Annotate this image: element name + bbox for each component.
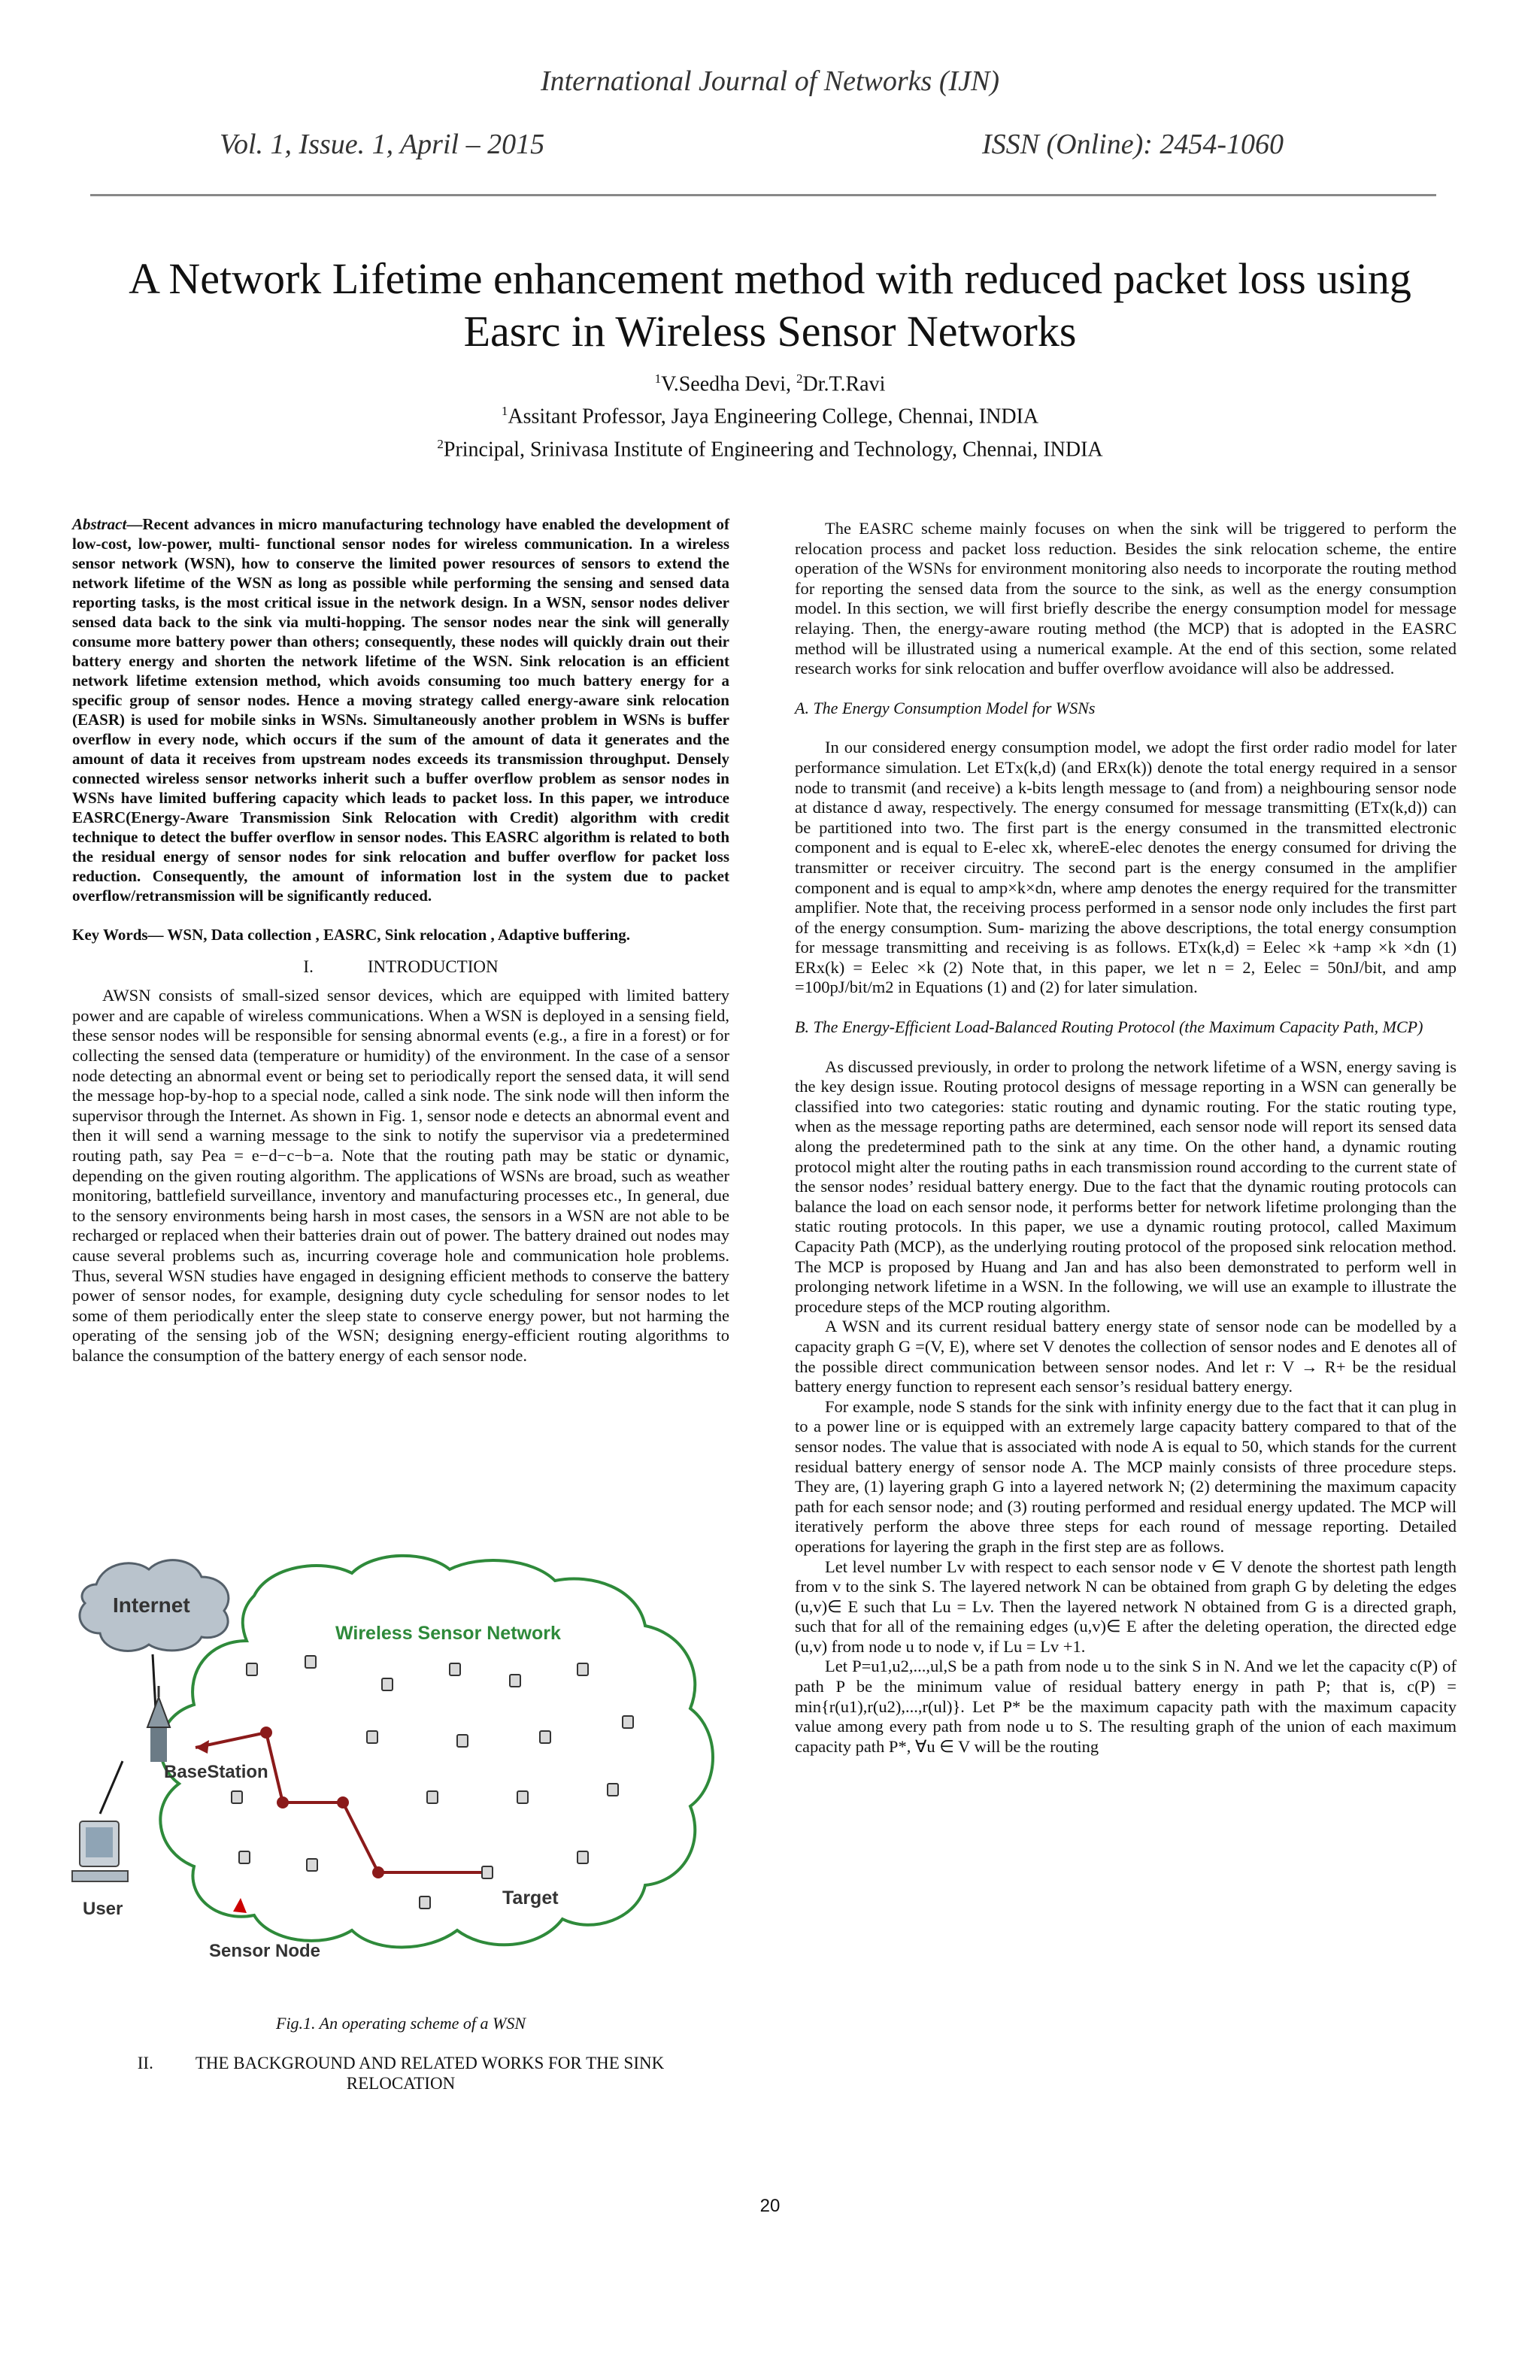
paragraph-easrc: The EASRC scheme mainly focuses on when the sink will be triggered to perform the relocation process and packet loss reduction. Besides the sink relocation scheme, the entire operation of the WSNs for environment monitoring also needs to incorporate the routing method for reporting the sensed data from the source to the sink, as well as the energy consumption model. In this section, we will first briefly describe the energy consumption model for message relaying. Then, the energy-aware routing method (the MCP) that is adopted in the EASRC method will be illustrated using a numerical example. At the end of this section, some related research works for sink relocation and buffer overflow avoidance will also be addressed. xyxy=(795,519,1457,678)
right-column xyxy=(795,519,1457,1757)
user-computer-icon xyxy=(72,1821,128,1881)
issn-info: ISSN (Online): 2454-1060 xyxy=(982,129,1284,160)
wsn-label: Wireless Sensor Network xyxy=(335,1623,561,1644)
page-number: 20 xyxy=(759,2196,781,2216)
paragraph-routing: As discussed previously, in order to prolong the network lifetime of a WSN, energy saving is the key design issue. Routing protocol designs of message reporting in a WSN can generally be classified into two categories: static routing and dynamic routing. For the static routing type, when as the message reporting paths are determined, each sensor node will report its sensed data along the predetermined path to the sink at any time. On the other hand, a dynamic routing protocol might alter the routing paths in each transmission round according to the current state of the sensor nodes’ residual battery energy. Due to the fact that the dynamic routing protocols can balance the load on each sensor node, it performs better for network lifetime prolonging than the static routing protocols. In this paper, we use a dynamic routing protocol, called Maximum Capacity Path (MCP), as the underlying routing protocol of the proposed sink relocation method. The MCP is proposed by Huang and Jan and has also been demonstrated to perform well in prolonging network lifetime in a WSN. In the following, we will use an example to illustrate the procedure steps of the MCP routing algorithm. xyxy=(795,1057,1457,1316)
paragraph-energy-model: In our considered energy consumption model, we adopt the first order radio model for later performance simulation. Let ETx(k,d) (and ERx(k)) denote the total energy required in a sensor node to transmit (and receive) a k-bits length message to (and from) a neighbouring sensor node at distance d away, respectively. The energy consumed for message transmitting (ETx(k,d)) can be partitioned into two. The first part is the energy consumed in the transmitted electronic component and is equal to E-elec xk, whereE-elec denotes the energy consumed for driving the transmitter or receiver circuitry. The second part is the energy consumed in the amplifier component and is equal to amp×k×dn, where amp denotes the energy required for the transmitter amplifier. Note that, the receiving process performed in a sensor node only includes the first part of the energy consumption. Sum- marizing the above descriptions, the total energy consumption for message transmitting and receiving is as follows. ETx(k,d) = Eelec ×k +amp ×k ×dn (1) ERx(k) = Eelec ×k (2) Note that, in this paper, we let n = 2, Eelec = 50nJ/bit, and amp =100pJ/bit/m2 in Equations (1) and (2) for later simulation. xyxy=(795,738,1457,997)
section-1-heading: I. INTRODUCTION xyxy=(303,957,499,976)
subsection-a-heading: A. The Energy Consumption Model for WSNs xyxy=(795,698,1096,717)
basestation-label: BaseStation xyxy=(164,1762,268,1782)
subsection-b-heading: B. The Energy-Efficient Load-Balanced Routing Protocol (the Maximum Capacity Path, MCP) xyxy=(795,1017,1423,1037)
paragraph-capacity-path: Let P=u1,u2,...,ul,S be a path from node u to the sink S in N. And we let the capacity c(P) of path P be the minimum value of residual battery energy in path P; that is, c(P) = min{r(u1),r(u2),...,r(ul)}. Let P* be the maximum capacity path with the maximum capacity value among every path from node u to S. The resulting graph of the union of each maximum capacity path P*, ∀u ∈ V will be the routing xyxy=(795,1657,1457,1756)
author-block xyxy=(0,365,1540,463)
basestation-icon xyxy=(147,1686,170,1762)
intro-paragraph: AWSN consists of small-sized sensor devices, which are equipped with limited battery power and are capable of wireless communications. When a WSN is deployed in a sensing field, these sensor nodes will be responsible for sensing abnormal events (e.g., a fire in a forest) or for collecting the sensed data (temperature or humidity) of the environment. In the case of a sensor node detecting an abnormal event or being set to periodically report the sensed data, it will send the message hop-by-hop to a special node, called a sink node. The sink node will then inform the supervisor through the Internet. As shown in Fig. 1, sensor node e detects an abnormal event and then it will send a warning message to the sink to notify the supervisor via a predetermined routing path, say Pea = e−d−c−b−a. Note that the routing path may be static or dynamic, depending on the given routing algorithm. The applications of WSNs are broad, such as weather monitoring, battlefield surveillance, inventory and manufacturing processes etc., In general, due to the sensory environments being harsh in most cases, the sensors in a WSN are not able to be recharged or replaced when their batteries drain out of power. The battery drained out nodes may cause several problems such as, incurring coverage hole and communication hole problems. Thus, several WSN studies have engaged in designing efficient methods to conserve the battery power of sensor nodes, for example, designing duty cycle scheduling for sensor nodes to let some of them periodically enter the sleep state to conserve energy power, but not harming the operating of the sensing job of the WSN; designing energy-efficient routing algorithms to balance the consumption of the battery energy of each sensor node. xyxy=(72,986,729,1365)
affiliation-1: $^1$Assitant Professor, Jaya Engineering College, Chennai, INDIA xyxy=(501,404,1039,429)
author-names: $^1$V.Seedha Devi, $^2$Dr.T.Ravi xyxy=(654,371,886,396)
target-node xyxy=(482,1866,493,1878)
section-2-heading: II. THE BACKGROUND AND RELATED WORKS FOR THE SINK RELOCATION xyxy=(137,2054,665,2093)
affiliation-2: $^2$Principal, Srinivasa Institute of Engineering and Technology, Chennai, INDIA xyxy=(437,436,1103,461)
paragraph-example: For example, node S stands for the sink with infinity energy due to the fact that it can plug in to a power line or is equipped with an extremely large capacity battery compared to that of the sensor nodes. The value that is associated with node A is equal to 50, which stands for the current residual battery energy of sensor node A. The MCP mainly consists of three procedure steps. They are, (1) layering graph G into a layered network N; (2) determining the maximum capacity path for each sensor node; and (3) routing performed and residual energy updated. The MCP will iteratively perform the above three steps for each round of message reporting. Detailed operations for layering the graph in the first step are as follows. xyxy=(795,1396,1457,1556)
header-rule xyxy=(90,194,1436,196)
paper-title: A Network Lifetime enhancement method with reduced packet loss using Easrc in Wireless Sensor Networks xyxy=(129,254,1411,356)
internet-label: Internet xyxy=(113,1593,190,1617)
journal-name: International Journal of Networks (IJN) xyxy=(540,65,1000,97)
figure-caption: Fig.1. An operating scheme of a WSN xyxy=(276,2014,526,2033)
paragraph-capacity-graph: A WSN and its current residual battery energy state of sensor node can be modelled by a capacity graph G =(V, E), where set V denotes the collection of sensor nodes and E denotes all of the possible direct communication between sensor nodes. And let r: V → R+ be the residual battery energy function to represent each sensor’s residual battery energy. xyxy=(795,1317,1457,1396)
volume-info: Vol. 1, Issue. 1, April – 2015 xyxy=(220,129,545,160)
target-label: Target xyxy=(502,1887,559,1909)
user-link xyxy=(100,1761,123,1814)
keywords: Key Words— WSN, Data collection , EASRC, Sink relocation , Adaptive buffering. xyxy=(72,926,631,944)
left-column xyxy=(72,514,729,1366)
user-label: User xyxy=(83,1899,123,1919)
cloud-shape xyxy=(160,1556,713,1948)
abstract: Abstract—Recent advances in micro manufacturing technology have enabled the development of low-cost, low-power, multi- functional sensor nodes for wireless communication. In a wireless sensor network (WSN), how to conserve the limited power resources of sensors to extend the network lifetime of the WSN as long as possible while performing the sensing and sensed data reporting tasks, is the most critical issue in the network design. In a WSN, sensor nodes deliver sensed data back to the sink via multi-hopping. The sensor nodes near the sink will generally consume more battery power than others; consequently, these nodes will quickly drain out their battery energy and shorten the network lifetime of the WSN. Sink relocation is an efficient network lifetime extension method, which avoids consuming too much battery energy for a specific group of sensor nodes. Hence a moving strategy called energy-aware sink relocation (EASR) is used for mobile sinks in WSNs. Simultaneously another problem in WSNs is buffer overflow in every node, which occurs if the sum of the amount of data it generates and the amount of data it receives from upstream nodes exceeds its transmission throughput. Densely connected wireless sensor networks inherit such a buffer overflow problem as sensor nodes in WSNs have limited buffering capacity which leads to packet loss. In this paper, we introduce EASRC(Energy-Aware Transmission Sink Relocation with Credit) algorithm with credit technique to detect the buffer overflow in sensor nodes. This EASRC algorithm is related to both the residual energy of sensor nodes for sink relocation and buffer overflow for packet loss reduction. Consequently, the amount of information lost in the system due to packet overflow/retransmission will be significantly reduced. xyxy=(72,515,729,905)
sensor-node-label: Sensor Node xyxy=(209,1941,321,1961)
wsn-figure xyxy=(66,1543,728,1987)
paragraph-layered-network: Let level number Lv with respect to each sensor node v ∈ V denote the shortest path length from v to the sink S. The layered network N can be obtained from graph G by deleting the edges (u,v)∈ E such that Lu = Lv. Then the layered network N obtained from G is a directed graph, such that for all of the remaining edges (u,v)∈ E after the deleting operation, the directed edge (u,v) from node u to node v, if Lu = Lv +1. xyxy=(795,1557,1457,1656)
